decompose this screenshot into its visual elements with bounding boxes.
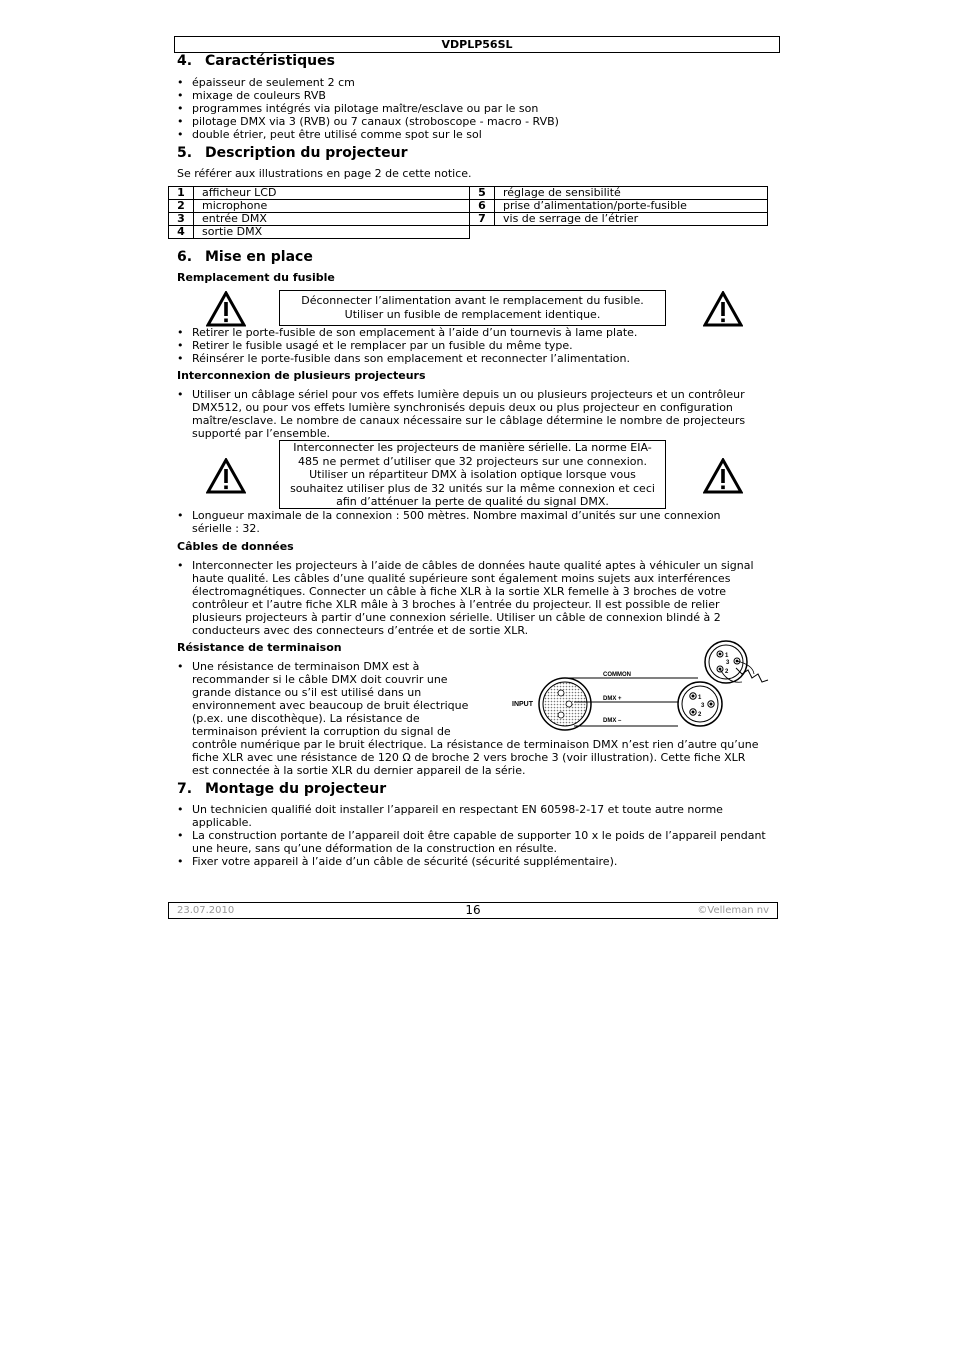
svg-text:1: 1 bbox=[725, 653, 729, 659]
xlr-termination-diagram bbox=[508, 640, 770, 732]
list-item: • Réinsérer le porte-fusible dans son emplacement et reconnecter l’alimentation. bbox=[177, 352, 637, 365]
svg-text:2: 2 bbox=[698, 712, 702, 718]
common-label: COMMON bbox=[603, 672, 631, 678]
list-item: • Retirer le fusible usagé et le remplacer par un fusible du même type. bbox=[177, 339, 637, 352]
footer-copyright: ©Velleman nv bbox=[697, 905, 769, 916]
table-row: 1 afficheur LCD 5 réglage de sensibilité bbox=[169, 187, 768, 200]
svg-text:2: 2 bbox=[725, 669, 729, 675]
section-7-heading: 7. Montage du projecteur bbox=[177, 781, 387, 797]
model-label: VDPLP56SL bbox=[441, 38, 513, 51]
warning-icon bbox=[703, 458, 743, 494]
svg-text:3: 3 bbox=[726, 660, 730, 666]
svg-text:1: 1 bbox=[698, 695, 702, 701]
table-row: 3 entrée DMX 7 vis de serrage de l’étrier bbox=[169, 213, 768, 226]
table-row: 2 microphone 6 prise d’alimentation/porte-fusible bbox=[169, 200, 768, 213]
list-item: • Retirer le porte-fusible de son emplacement à l’aide d’un tournevis à lame plate. bbox=[177, 326, 637, 339]
list-item: • Longueur maximale de la connexion : 500 mètres. Nombre maximal d’unités sur une connexion sérielle : 32. bbox=[177, 509, 721, 535]
page-number: 16 bbox=[465, 903, 481, 917]
mounting-list bbox=[177, 803, 766, 868]
fuse-steps-list bbox=[177, 326, 637, 365]
list-item: • Utiliser un câblage sériel pour vos effets lumière depuis un ou plusieurs projecteurs et un contrôleur DMX512, ou pour vos effets lumière synchronisés depuis deux ou plus projecteur en configuration maître/esclave. Le nombre de canaux nécessaire sur le câblage détermine le nombre de projecteurs supporté par l’ensemble. bbox=[177, 388, 745, 440]
warning-icon bbox=[206, 458, 246, 494]
parts-table bbox=[168, 186, 768, 239]
list-item: • Fixer votre appareil à l’aide d’un câble de sécurité (sécurité supplémentaire). bbox=[177, 855, 766, 868]
section-5-heading: 5. Description du projecteur bbox=[177, 145, 408, 161]
list-item: • épaisseur de seulement 2 cm bbox=[177, 76, 559, 89]
warning-icon bbox=[206, 291, 246, 327]
dmx-minus-label: DMX – bbox=[603, 718, 622, 724]
section-5-intro: Se référer aux illustrations en page 2 de cette notice. bbox=[177, 167, 472, 180]
list-item: • pilotage DMX via 3 (RVB) ou 7 canaux (stroboscope - macro - RVB) bbox=[177, 115, 559, 128]
page-header bbox=[174, 36, 780, 53]
fuse-subheading: Remplacement du fusible bbox=[177, 271, 335, 284]
connection-limits-list bbox=[177, 509, 721, 535]
list-item: • Interconnecter les projecteurs à l’aide de câbles de données haute qualité aptes à véhiculer un signal haute qualité. Les câbles d’une qualité supérieure sont également moins sujets aux interférences électromagnétiques. Connecter un câble à fiche XLR à la sortie XLR femelle à 3 broches de votre contrôleur et l’autre fiche XLR mâle à 3 broches à l’entrée du projecteur. Il est possible de relier plusieurs projecteurs à partir d’une connexion sérielle. Utiliser un câble de connexion blindé à 2 conducteurs avec des connecteurs d’entrée et de sortie XLR. bbox=[177, 559, 754, 637]
section-4-heading: 4. Caractéristiques bbox=[177, 53, 335, 69]
dmx-plus-label: DMX + bbox=[603, 696, 622, 702]
list-item: • La construction portante de l’appareil doit être capable de supporter 10 x le poids de l’appareil pendant une heure, sans qu’une déformation de la construction en résulte. bbox=[177, 829, 766, 855]
fuse-warning-box: Déconnecter l’alimentation avant le remplacement du fusible. Utiliser un fusible de remplacement identique. bbox=[279, 290, 666, 326]
cables-list bbox=[177, 559, 754, 637]
interconnect-warning-box: Interconnecter les projecteurs de manière sérielle. La norme EIA- 485 ne permet d’utiliser que 32 projecteurs sur une connexion. Utiliser un répartiteur DMX à isolation optique lorsque vous souhaitez utiliser plus de 32 unités sur la même connexion et ceci afin d’atténuer la perte de qualité du signal DMX. bbox=[279, 440, 666, 509]
features-list bbox=[177, 76, 559, 141]
termination-subheading: Résistance de terminaison bbox=[177, 641, 342, 654]
list-item: • double étrier, peut être utilisé comme spot sur le sol bbox=[177, 128, 559, 141]
interconnect-list bbox=[177, 388, 745, 440]
warning-icon bbox=[703, 291, 743, 327]
table-row: 4 sortie DMX bbox=[169, 226, 768, 239]
footer-date: 23.07.2010 bbox=[177, 905, 235, 916]
cables-subheading: Câbles de données bbox=[177, 540, 294, 553]
list-item: • Une résistance de terminaison DMX est à recommander si le câble DMX doit couvrir une grande distance ou s’il est utilisé dans un environnement avec beaucoup de bruit électrique (p.ex. une discothèque). La résistance de terminaison prévient la corruption du signal de contrôle numérique par le bruit électrique. La résistance de terminaison DMX n’est rien d’autre qu’une fiche XLR avec une résistance de 120 Ω de broche 2 vers broche 3 (voir illustration). Cette fiche XLR est connectée à la sortie XLR du dernier appareil de la série. bbox=[177, 660, 758, 777]
list-item: • mixage de couleurs RVB bbox=[177, 89, 559, 102]
svg-text:3: 3 bbox=[701, 703, 705, 709]
interconnect-subheading: Interconnexion de plusieurs projecteurs bbox=[177, 369, 426, 382]
page-footer bbox=[168, 902, 778, 919]
list-item: • programmes intégrés via pilotage maître/esclave ou par le son bbox=[177, 102, 559, 115]
section-6-heading: 6. Mise en place bbox=[177, 249, 313, 265]
list-item: • Un technicien qualifié doit installer l’appareil en respectant EN 60598-2-17 et toute autre norme applicable. bbox=[177, 803, 766, 829]
input-label: INPUT bbox=[512, 701, 533, 708]
